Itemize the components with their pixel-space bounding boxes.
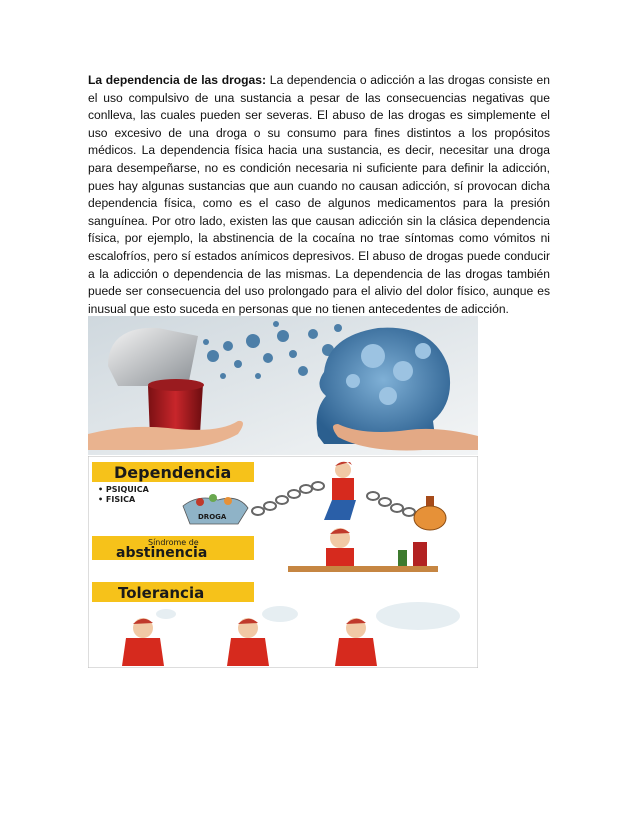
drug-bag-label: DROGA [198,513,227,521]
dependence-infographic [88,456,478,668]
pill-brain-illustration [88,316,478,455]
body-paragraph [88,72,550,318]
paragraph-heading: La dependencia de las drogas: [88,73,267,87]
sindrome-label: Síndrome de [148,538,199,547]
item-psiquica: • PSIQUICA [98,485,149,494]
paragraph-text: La dependencia o adicción a las drogas consiste en el uso compulsivo de una sustancia a pesar de las consecuencias negativas que conlleva, las cuales pueden ser severas. El abuso de las drogas es simplemente el uso excesivo de una droga o su consumo para fines distintos a los propósitos médicos. La dependencia física hacia una sustancia, es decir, necesitar una droga para desempeñarse, no es condición necesaria ni suficiente para definir la adicción, pues hay algunas sustancias que aun cuando no causan adicción, sí provocan dicha dependencia física, como es el caso de algunos medicamentos para la presión sanguínea. Por otro lado, existen las que causan adicción sin la clásica dependencia física, por ejemplo, la abstinencia de la cocaína no trae síntomas como vómitos ni escalofríos, pero sí estados anímicos depresivos. El abuso de drogas puede conducir a la adicción o dependencia de las mismas. La dependencia de las drogas también puede ser consecuencia del uso prolongado para el alivio del dolor físico, aunque es inusual que esto suceda en personas que no tienen antecedentes de adicción. [88,73,550,316]
tolerancia-label: Tolerancia [118,584,205,602]
abstinencia-label: abstinencia [116,545,208,561]
item-fisica: • FISICA [98,495,136,504]
dependencia-label: Dependencia [114,463,232,482]
